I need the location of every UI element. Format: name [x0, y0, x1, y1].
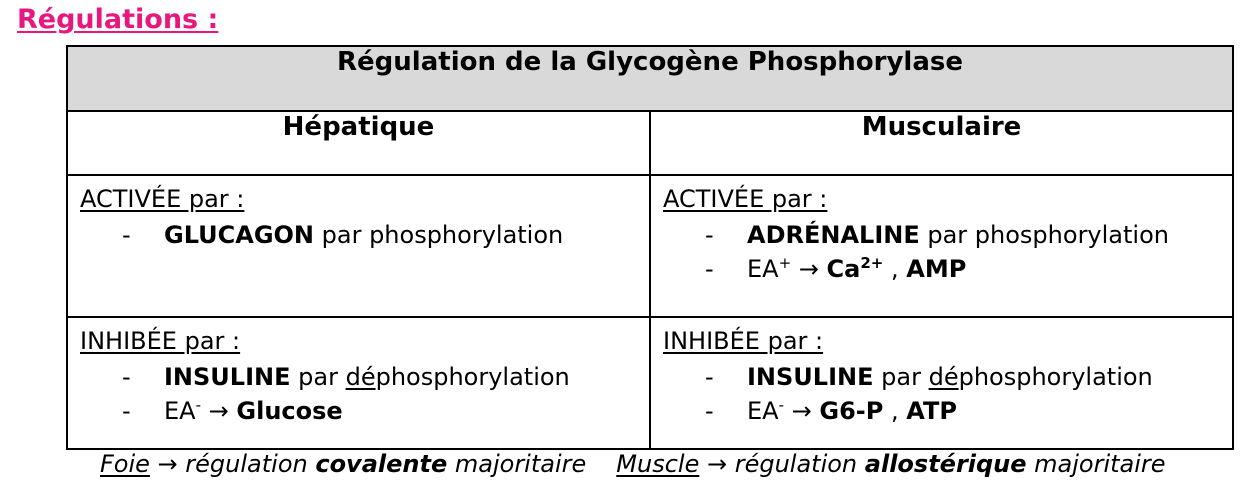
inhibee-label: INHIBÉE par : [663, 327, 824, 355]
table-title: Régulation de la Glycogène Phosphorylase [67, 46, 1233, 111]
list-item: - $EA^+ \to Ca^{2+}$ , AMP [705, 252, 1222, 286]
inhibee-label: INHIBÉE par : [80, 327, 241, 355]
activee-label: ACTIVÉE par : [80, 185, 245, 213]
list-item: - EA- → G6-P , ATP [705, 394, 1222, 428]
list-item: - GLUCAGON par phosphorylation [122, 218, 639, 252]
regulation-table [66, 45, 1234, 450]
footer-left: Foie → régulation covalente majoritaire [100, 450, 587, 478]
column-header-hepatique: Hépatique [67, 111, 650, 175]
cell-musculaire-activee [650, 175, 1233, 317]
column-header-musculaire: Musculaire [650, 111, 1233, 175]
list-item: - EA- → Glucose [122, 394, 639, 428]
footer-note [100, 450, 1166, 478]
cell-musculaire-inhibee [650, 317, 1233, 449]
footer-right: Muscle → régulation allostérique majoritaire [616, 450, 1166, 478]
page-heading: Régulations : [17, 4, 219, 35]
list-item: - INSULINE par déphosphorylation [705, 360, 1222, 394]
cell-hepatique-activee [67, 175, 650, 317]
cell-hepatique-inhibee [67, 317, 650, 449]
activee-label: ACTIVÉE par : [663, 185, 828, 213]
list-item: - INSULINE par déphosphorylation [122, 360, 639, 394]
list-item: - ADRÉNALINE par phosphorylation [705, 218, 1222, 252]
